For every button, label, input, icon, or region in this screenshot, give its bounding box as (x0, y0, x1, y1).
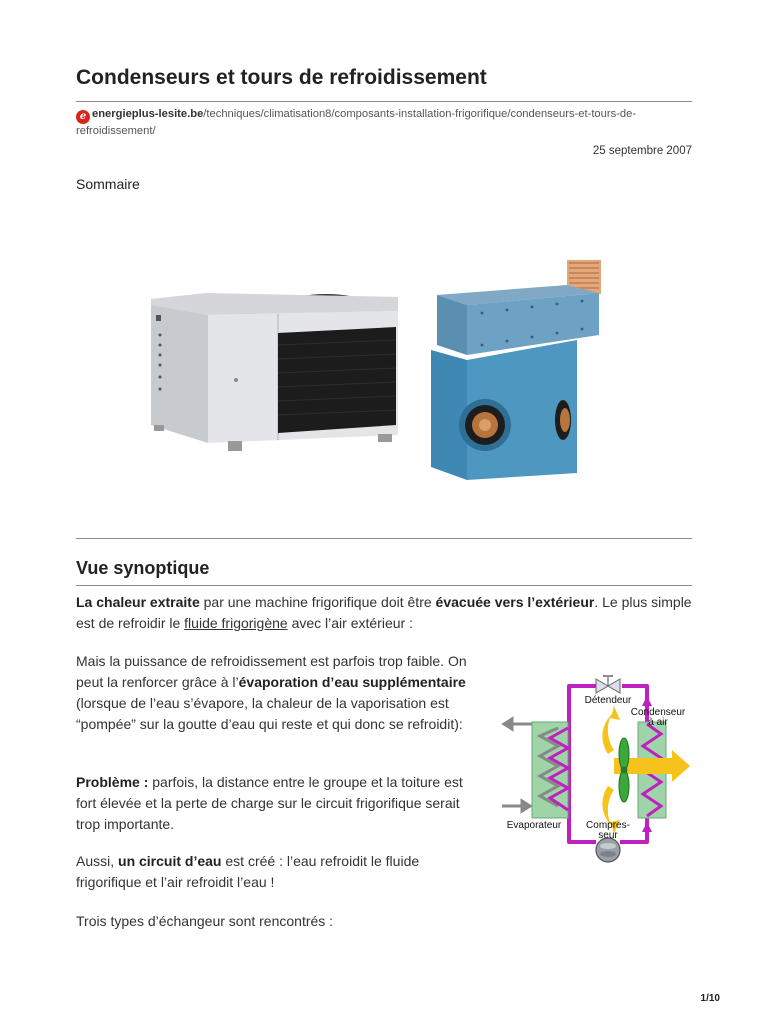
expansion-valve-icon (596, 676, 620, 693)
label-compresseur: Compres- (586, 820, 630, 831)
label-compresseur-seur: seur (598, 830, 618, 841)
compressor-icon (596, 838, 620, 862)
label-condenseur: Condenseur (630, 707, 686, 718)
paragraph-heat-extraction: La chaleur extraite par une machine frigorifique doit être évacuée vers l’extérieur. Le plus simple est de refroidir le fluide frigorigène avec l’air extérieur : (76, 594, 692, 631)
energieplus-logo-icon: e (76, 110, 90, 124)
paragraph-probleme: Problème : parfois, la distance entre le groupe et la toiture est fort élevée et la perte de charge sur le circuit frigorifique serait trop importante. (76, 774, 463, 832)
refrigeration-cycle-diagram (496, 662, 696, 868)
fluide-frigorigene-link[interactable]: fluide frigorigène (184, 615, 288, 631)
paragraph-circuit-eau: Aussi, un circuit d’eau est créé : l’eau refroidit le fluide frigorifique et l’air refroidit l’eau ! (76, 853, 420, 890)
air-condenser-unit-image (148, 285, 402, 457)
flow-arrow-up-icon (642, 822, 652, 832)
section-title: Vue synoptique (76, 558, 210, 578)
cooling-tower-image (427, 255, 607, 485)
label-evaporateur: Evaporateur (506, 820, 562, 831)
source-domain[interactable]: energieplus-lesite.be (92, 108, 204, 120)
page-counter: 1/10 (700, 993, 720, 1004)
source-path[interactable]: /techniques/climatisation8/composants-installation-frigorifique/condenseurs-et-tours-de-refroidissement/ (76, 108, 637, 137)
section-divider-top (76, 538, 692, 539)
paragraph-evaporation: Mais la puissance de refroidissement est parfois trop faible. On peut la renforcer grâce à l’évaporation d’eau supplémentaire (lorsque de l’eau s’évapore, la chaleur de la vaporisation est “pompée” sur la goutte d’eau qui reste et qui donc se refroidit): (76, 653, 467, 732)
flow-arrow-up-icon (642, 696, 652, 706)
section-divider-bottom (76, 585, 692, 586)
label-detendeur: Détendeur (584, 695, 632, 706)
paragraph-trois-types: Trois types d’échangeur sont rencontrés : (76, 913, 334, 929)
label-condenseur-air: à air (648, 717, 668, 728)
fan-icon (619, 738, 629, 802)
page-title: Condenseurs et tours de refroidissement (76, 66, 487, 89)
publication-date: 25 septembre 2007 (592, 145, 692, 157)
source-link[interactable] (76, 107, 692, 138)
sommaire-heading: Sommaire (76, 176, 140, 192)
title-divider (76, 101, 692, 102)
